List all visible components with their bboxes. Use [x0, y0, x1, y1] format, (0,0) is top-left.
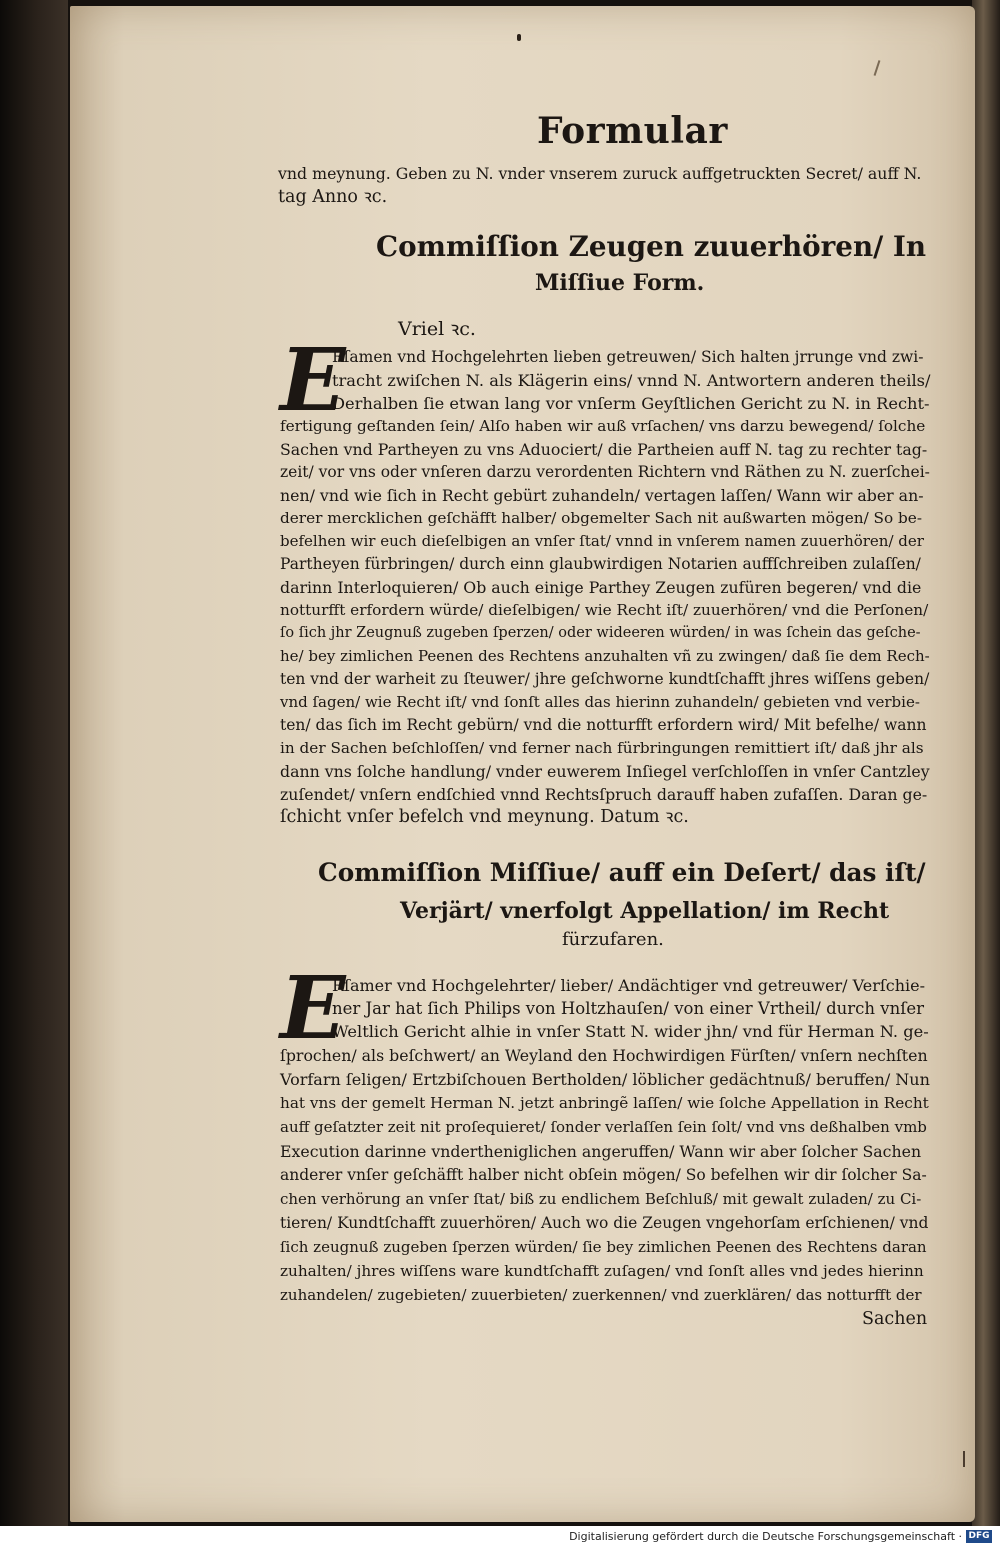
- footer-credit: Digitalisierung gefördert durch die Deutsche Forschungsgemeinschaft ·: [569, 1530, 962, 1543]
- text-line: Rſamen vnd Hochgelehrten lieben getreuwen/ Sich halten jrrunge vnd zwi-: [332, 348, 924, 366]
- page-stack-edge: [972, 0, 1000, 1526]
- ink-dot: [517, 34, 521, 41]
- text-line: zuhandelen/ zugebieten/ zuuerbieten/ zuerkennen/ vnd zuerklären/ das notturfft der: [280, 1286, 922, 1304]
- margin-mark: [874, 60, 881, 76]
- section-title: fürzufaren.: [562, 929, 664, 950]
- text-line: Sachen vnd Partheyen zu vns Aduociert/ die Partheien auff N. tag zu rechter tag-: [280, 440, 928, 459]
- text-line: befelhen wir euch dieſelbigen an vnſer ſtat/ vnnd in vnſerem namen zuuerhören/ der: [280, 532, 924, 550]
- text-line: ten/ das ſich im Recht gebürn/ vnd die notturfft erfordern wird/ Mit befelhe/ wann: [280, 716, 927, 734]
- margin-mark: [963, 1451, 965, 1467]
- text-line: zuſendet/ vnſern endſchied vnnd Rechtsſpruch darauff haben zufaſſen. Daran ge-: [280, 785, 928, 804]
- text-line: vnd ſagen/ wie Recht iſt/ vnd ſonſt alles das hierinn zuhandeln/ gebieten vnd verbie-: [280, 693, 920, 711]
- text-line: ſo ſich jhr Zeugnuß zugeben ſperzen/ oder wideeren würden/ in was ſchein das geſche-: [280, 625, 921, 641]
- text-line: auff geſatzter zeit nit proſequieret/ ſonder verlaſſen ſein ſolt/ vnd vns deßhalben vmb: [280, 1118, 927, 1136]
- text-line: Weltlich Gericht alhie in vnſer Statt N. wider jhn/ vnd für Herman N. ge-: [332, 1022, 929, 1041]
- text-line: ſich zeugnuß zugeben ſperzen würden/ ſie bey zimlichen Peenen des Rechtens daran: [280, 1238, 927, 1256]
- text-line: tieren/ Kundtſchafft zuuerhören/ Auch wo die Zeugen vngehorſam erſchienen/ vnd: [280, 1214, 929, 1232]
- text-line: Execution darinne vndertheniglichen angeruffen/ Wann wir aber ſolcher Sachen: [280, 1142, 922, 1161]
- document-page: [70, 6, 975, 1522]
- drop-cap-initial: E: [280, 330, 346, 431]
- text-line: notturfft erfordern würde/ dieſelbigen/ wie Recht iſt/ zuuerhören/ vnd die Perſonen/: [280, 601, 929, 619]
- text-line: Vorfarn ſeligen/ Ertzbiſchouen Bertholden/ löblicher gedächtnuß/ beruffen/ Nun: [280, 1070, 930, 1089]
- text-line: nen/ vnd wie ſich in Recht gebürt zuhandeln/ vertagen laſſen/ Wann wir aber an-: [280, 486, 924, 505]
- dfg-logo: DFG: [966, 1530, 992, 1543]
- section-title: Commiſſion Zeugen zuuerhören/ In: [376, 230, 927, 263]
- text-line: Partheyen fürbringen/ durch einn glaubwirdigen Notarien auffſchreiben zulaſſen/: [280, 555, 921, 573]
- drop-cap-initial: E: [280, 958, 346, 1059]
- running-head: Formular: [537, 110, 728, 152]
- salutation: Vriel ꝛc.: [398, 318, 476, 340]
- text-line: tag Anno ꝛc.: [278, 187, 388, 207]
- book-spine-edge: [0, 0, 68, 1526]
- text-line: ſchicht vnſer befelch vnd meynung. Datum ꝛc.: [280, 807, 689, 827]
- text-line: darinn Interloquieren/ Ob auch einige Parthey Zeugen zufüren begeren/ vnd die: [280, 578, 922, 597]
- text-line: zuhalten/ jhres wiſſens ware kundtſchafft zuſagen/ vnd ſonſt alles vnd jedes hierinn: [280, 1262, 924, 1280]
- text-line: chen verhörung an vnſer ſtat/ biß zu endlichem Beſchluß/ mit gewalt zuladen/ zu Ci-: [280, 1190, 922, 1208]
- text-line: Rſamer vnd Hochgelehrter/ lieber/ Andächtiger vnd getreuwer/ Verſchie-: [332, 976, 926, 995]
- section-title: Miſſiue Form.: [535, 270, 705, 296]
- text-line: derer mercklichen geſchäfft halber/ obgemelter Sach nit außwarten mögen/ So be-: [280, 509, 922, 527]
- text-line: ner Jar hat ſich Philips von Holtzhauſen/ von einer Vrtheil/ durch vnſer: [332, 999, 924, 1018]
- text-line: he/ bey zimlichen Peenen des Rechtens anzuhalten vñ zu zwingen/ daß ſie dem Rech-: [280, 647, 930, 665]
- text-line: in der Sachen beſchloſſen/ vnd ferner nach fürbringungen remittiert iſt/ daß jhr als: [280, 739, 924, 757]
- digitization-footer: [0, 1526, 1000, 1547]
- section-title: Verjärt/ vnerfolgt Appellation/ im Recht: [400, 898, 890, 924]
- text-line: zeit/ vor vns oder vnſeren darzu verordenten Richtern vnd Räthen zu N. zuerſchei-: [280, 463, 930, 481]
- text-line: hat vns der gemelt Herman N. jetzt anbringẽ laſſen/ wie ſolche Appellation in Recht: [280, 1094, 929, 1112]
- text-line: dann vns ſolche handlung/ vnder euwerem Inſiegel verſchloſſen in vnſer Cantzley: [280, 762, 930, 781]
- catchword: Sachen: [862, 1309, 928, 1329]
- text-line: tracht zwiſchen N. als Klägerin eins/ vnnd N. Antwortern anderen theils/: [332, 371, 931, 390]
- text-line: anderer vnſer geſchäfft halber nicht obſein mögen/ So befelhen wir dir ſolcher Sa-: [280, 1166, 927, 1184]
- text-line: ten vnd der warheit zu ſteuwer/ jhre geſchworne kundtſchafft jhres wiſſens geben/: [280, 670, 930, 688]
- text-line: Derhalben ſie etwan lang vor vnſerm Geyſtlichen Gericht zu N. in Recht-: [332, 394, 930, 413]
- text-line: ſprochen/ als beſchwert/ an Weyland den Hochwirdigen Fürſten/ vnſern nechſten: [280, 1046, 928, 1065]
- text-line: fertigung geſtanden ſein/ Alſo haben wir auß vrſachen/ vns darzu bewegend/ ſolche: [280, 417, 926, 435]
- section-title: Commiſſion Miſſiue/ auff ein Deſert/ das iſt/: [318, 858, 926, 887]
- text-line: vnd meynung. Geben zu N. vnder vnserem zuruck auffgetruckten Secret/ auff N.: [278, 164, 922, 183]
